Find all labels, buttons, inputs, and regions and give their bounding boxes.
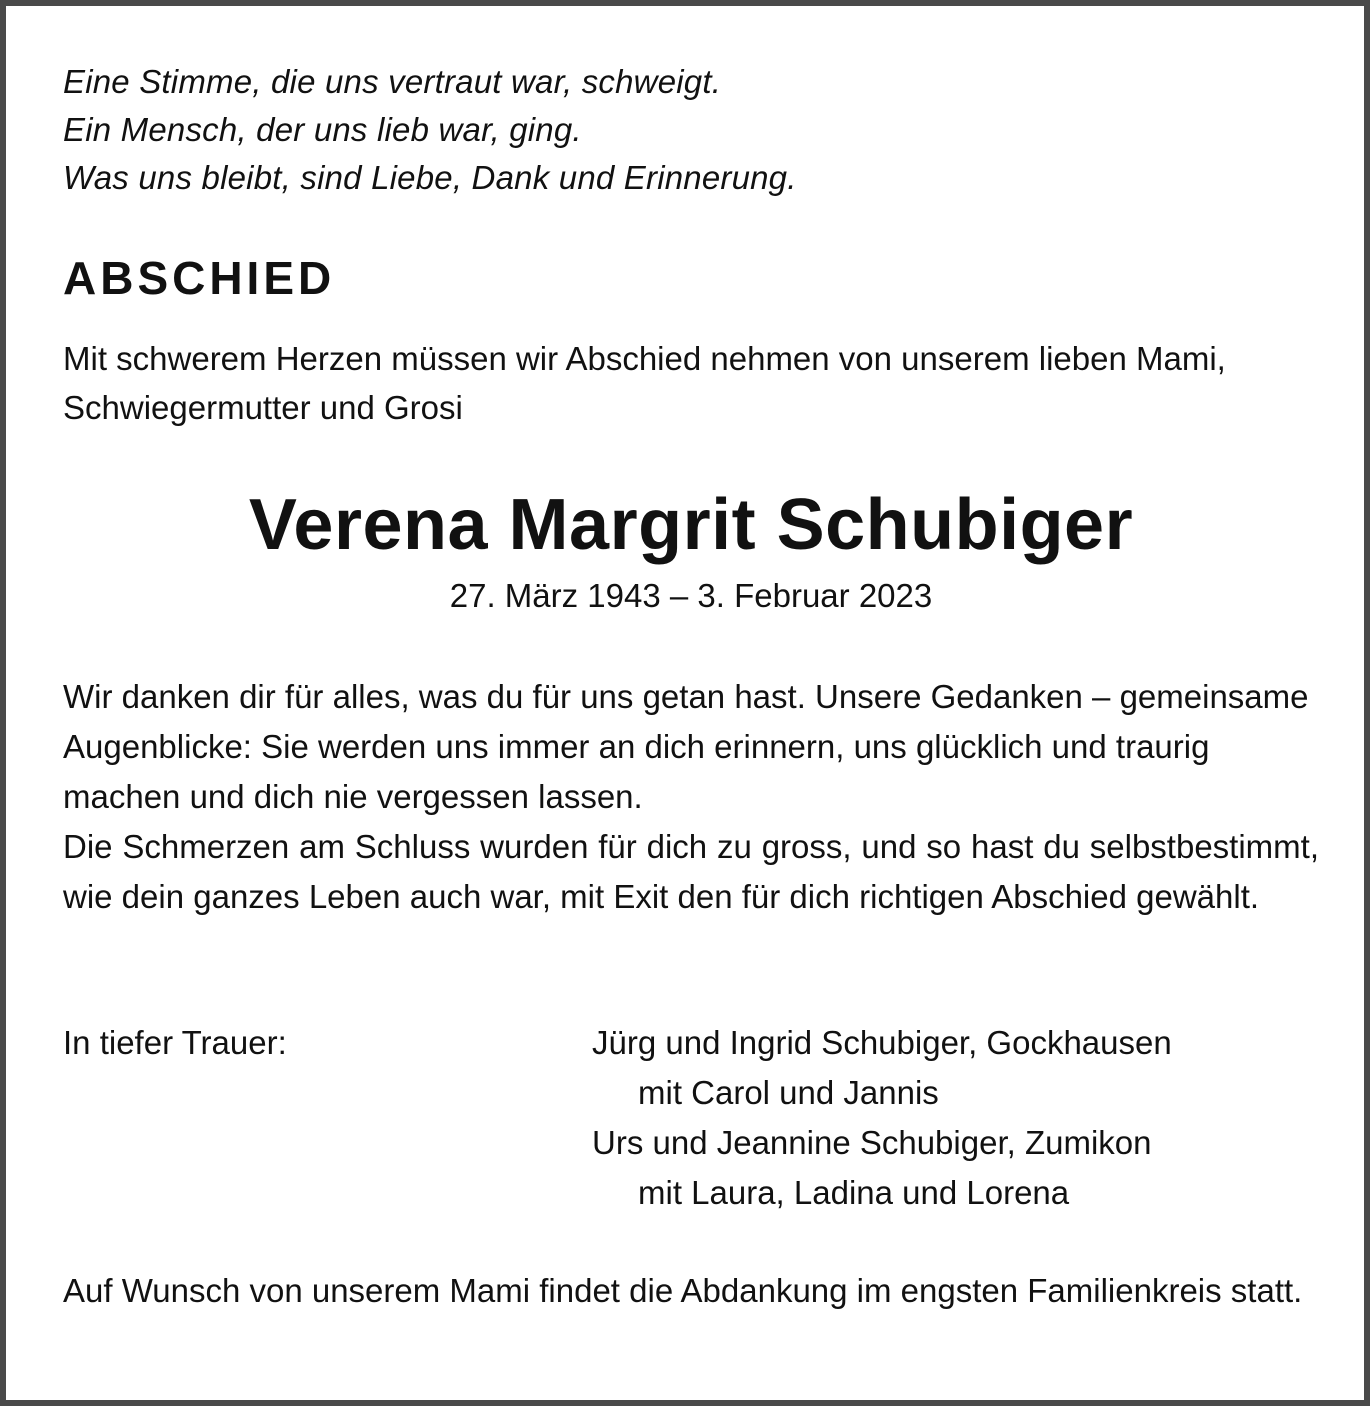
poem <box>63 58 1319 202</box>
obituary-content <box>63 58 1319 1309</box>
mourner-family: Urs und Jeannine Schubiger, Zumikon <box>592 1124 1152 1161</box>
mourner-children: mit Laura, Ladina und Lorena <box>638 1174 1070 1211</box>
poem-line: Was uns bleibt, sind Liebe, Dank und Erinnerung. <box>63 159 797 196</box>
body-paragraph: Die Schmerzen am Schluss wurden für dich zu gross, und so hast du selbstbestimmt, wie dein ganzes Leben auch war, mit Exit den für dich richtigen Abschied gewählt. <box>63 828 1319 915</box>
poem-line: Ein Mensch, der uns lieb war, ging. <box>63 111 582 148</box>
poem-line: Eine Stimme, die uns vertraut war, schweigt. <box>63 63 722 100</box>
closing-note: Auf Wunsch von unserem Mami findet die Abdankung im engsten Familienkreis statt. <box>63 1272 1303 1309</box>
mourner-children: mit Carol und Jannis <box>638 1074 939 1111</box>
deceased-name: Verena Margrit Schubiger <box>248 485 1134 565</box>
mourners-list <box>592 1018 1319 1218</box>
section-heading: ABSCHIED <box>63 252 336 304</box>
intro-text: Mit schwerem Herzen müssen wir Abschied nehmen von unserem lieben Mami, Schwiegermutter und Grosi <box>63 340 1226 426</box>
body-paragraph: Wir danken dir für alles, was du für uns getan hast. Unsere Gedanken – gemeinsame Augenblicke: Sie werden uns immer an dich erinnern, uns glücklich und traurig machen und dich nie vergessen lassen. <box>63 678 1309 815</box>
mourning-label: In tiefer Trauer: <box>63 1024 287 1061</box>
mourner-family: Jürg und Ingrid Schubiger, Gockhausen <box>592 1024 1172 1061</box>
life-dates: 27. März 1943 – 3. Februar 2023 <box>449 577 933 614</box>
